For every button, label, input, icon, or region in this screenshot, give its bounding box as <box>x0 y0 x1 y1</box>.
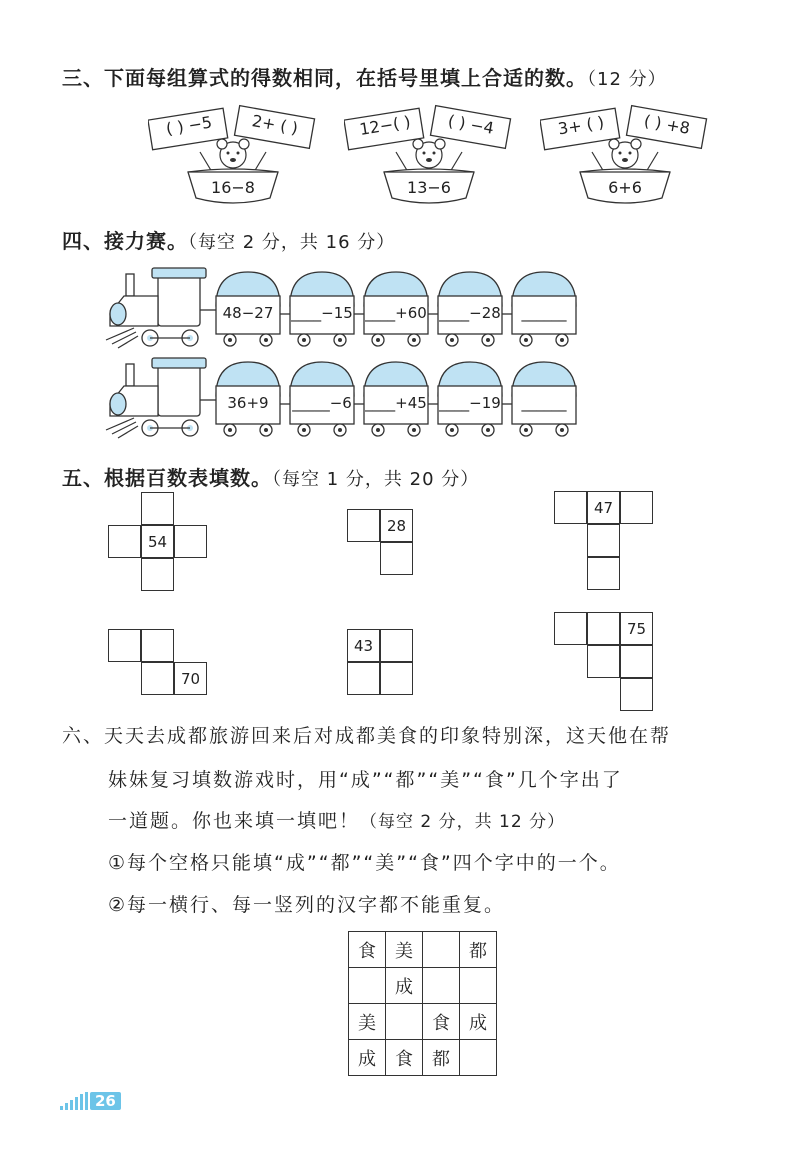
blank-cell[interactable] <box>174 525 207 558</box>
section6-line-3-text: 一道题。你也来填一填吧！ <box>108 810 361 832</box>
section4-heading-text: 四、接力赛。 <box>62 229 188 253</box>
train-1-car-4: ____−28 <box>439 304 501 322</box>
grid-cell: 食 <box>386 1040 423 1076</box>
grid-cell: 都 <box>460 932 497 968</box>
bear-icon <box>413 139 445 168</box>
train-1-car-3: ____+60 <box>365 304 427 322</box>
grid-cell: 成 <box>386 968 423 1004</box>
section6-line-2: 妹妹复习填数游戏时，用“成”“都”“美”“食”几个字出了 <box>108 769 623 791</box>
blank-cell[interactable] <box>108 629 141 662</box>
section6-rule-1: ①每个空格只能填“成”“都”“美”“食”四个字中的一个。 <box>108 852 621 874</box>
section3-heading-text: 三、下面每组算式的得数相同，在括号里填上合适的数。 <box>62 66 587 90</box>
basket-3-bowl-expression: 6+6 <box>608 178 642 197</box>
basket-2 <box>344 100 514 208</box>
train-1-car-2: ____−15 <box>291 304 353 322</box>
grid-cell: 美 <box>386 932 423 968</box>
train-2-car-3: ____+45 <box>365 394 427 412</box>
section4-heading <box>62 225 395 254</box>
basket-3-left-card: 3+ ( ) <box>556 112 606 139</box>
section6-points: （每空 2 分，共 12 分） <box>360 812 566 832</box>
train-1-car-5: ______ <box>521 304 567 322</box>
blank-cell[interactable] <box>141 662 174 695</box>
train-1 <box>104 266 584 354</box>
grid-cell: 成 <box>349 1040 386 1076</box>
blank-cell[interactable] <box>141 492 174 525</box>
page-number: 26 <box>90 1092 121 1110</box>
grid-cell: 食 <box>349 932 386 968</box>
given-cell-54: 54 <box>141 525 174 558</box>
blank-cell[interactable] <box>620 491 653 524</box>
grid-cell-blank[interactable] <box>460 968 497 1004</box>
basket-1 <box>148 100 318 208</box>
given-cell-47: 47 <box>587 491 620 524</box>
train-1-car-1: 48−27 <box>222 304 274 322</box>
grid-cell: 都 <box>423 1040 460 1076</box>
train-2-car-2: _____−6 <box>292 394 352 412</box>
blank-cell[interactable] <box>141 629 174 662</box>
blank-cell[interactable] <box>347 509 380 542</box>
bear-icon <box>217 139 249 168</box>
grid-cell: 美 <box>349 1004 386 1040</box>
section3-heading <box>62 62 667 91</box>
grid-row <box>349 968 497 1004</box>
given-cell-70: 70 <box>174 662 207 695</box>
train-2-car-1: 36+9 <box>227 394 269 412</box>
blank-cell[interactable] <box>347 662 380 695</box>
blank-cell[interactable] <box>587 557 620 590</box>
basket-2-left-card: 12−( ) <box>358 112 412 139</box>
basket-3 <box>540 100 710 208</box>
section6-line-1: 六、天天去成都旅游回来后对成都美食的印象特别深，这天他在帮 <box>62 725 672 747</box>
given-cell-28: 28 <box>380 509 413 542</box>
blank-cell[interactable] <box>587 645 620 678</box>
blank-cell[interactable] <box>620 678 653 711</box>
section6-rule-2: ②每一横行、每一竖列的汉字都不能重复。 <box>108 894 506 916</box>
blank-cell[interactable] <box>554 491 587 524</box>
locomotive-icon <box>106 358 206 438</box>
given-cell-43: 43 <box>347 629 380 662</box>
train-2 <box>104 356 584 444</box>
grid-cell-blank[interactable] <box>423 932 460 968</box>
basket-2-bowl-expression: 13−6 <box>407 178 451 197</box>
section3-points: （12 分） <box>587 69 667 90</box>
grid-cell-blank[interactable] <box>460 1040 497 1076</box>
basket-2-right-card: ( ) −4 <box>446 111 496 138</box>
grid-cell: 食 <box>423 1004 460 1040</box>
section5-heading-text: 五、根据百数表填数。 <box>62 466 272 490</box>
basket-1-bowl-expression: 16−8 <box>211 178 255 197</box>
train-2-car-5: ______ <box>521 394 567 412</box>
basket-1-left-card: ( ) −5 <box>164 112 214 139</box>
blank-cell[interactable] <box>620 645 653 678</box>
grid-row <box>349 1040 497 1076</box>
section5-points: （每空 1 分，共 20 分） <box>272 469 480 490</box>
train-2-car-4: ____−19 <box>439 394 501 412</box>
locomotive-icon <box>106 268 206 348</box>
blank-cell[interactable] <box>380 662 413 695</box>
blank-cell[interactable] <box>554 612 587 645</box>
grid-cell-blank[interactable] <box>423 968 460 1004</box>
grid-cell-blank[interactable] <box>386 1004 423 1040</box>
blank-cell[interactable] <box>108 525 141 558</box>
bear-icon <box>609 139 641 168</box>
section4-points: （每空 2 分，共 16 分） <box>188 232 396 253</box>
blank-cell[interactable] <box>380 629 413 662</box>
section5-heading <box>62 462 479 491</box>
blank-cell[interactable] <box>587 612 620 645</box>
given-cell-75: 75 <box>620 612 653 645</box>
grid-row <box>349 1004 497 1040</box>
basket-1-right-card: 2+ ( ) <box>250 111 300 138</box>
grid-cell-blank[interactable] <box>349 968 386 1004</box>
blank-cell[interactable] <box>141 558 174 591</box>
blank-cell[interactable] <box>587 524 620 557</box>
grid-cell: 成 <box>460 1004 497 1040</box>
basket-3-right-card: ( ) +8 <box>642 111 692 138</box>
page-marker-bars-icon <box>60 1092 90 1110</box>
grid-row <box>349 932 497 968</box>
section6-line-3 <box>108 806 565 833</box>
blank-cell[interactable] <box>380 542 413 575</box>
character-sudoku-grid <box>348 931 497 1076</box>
